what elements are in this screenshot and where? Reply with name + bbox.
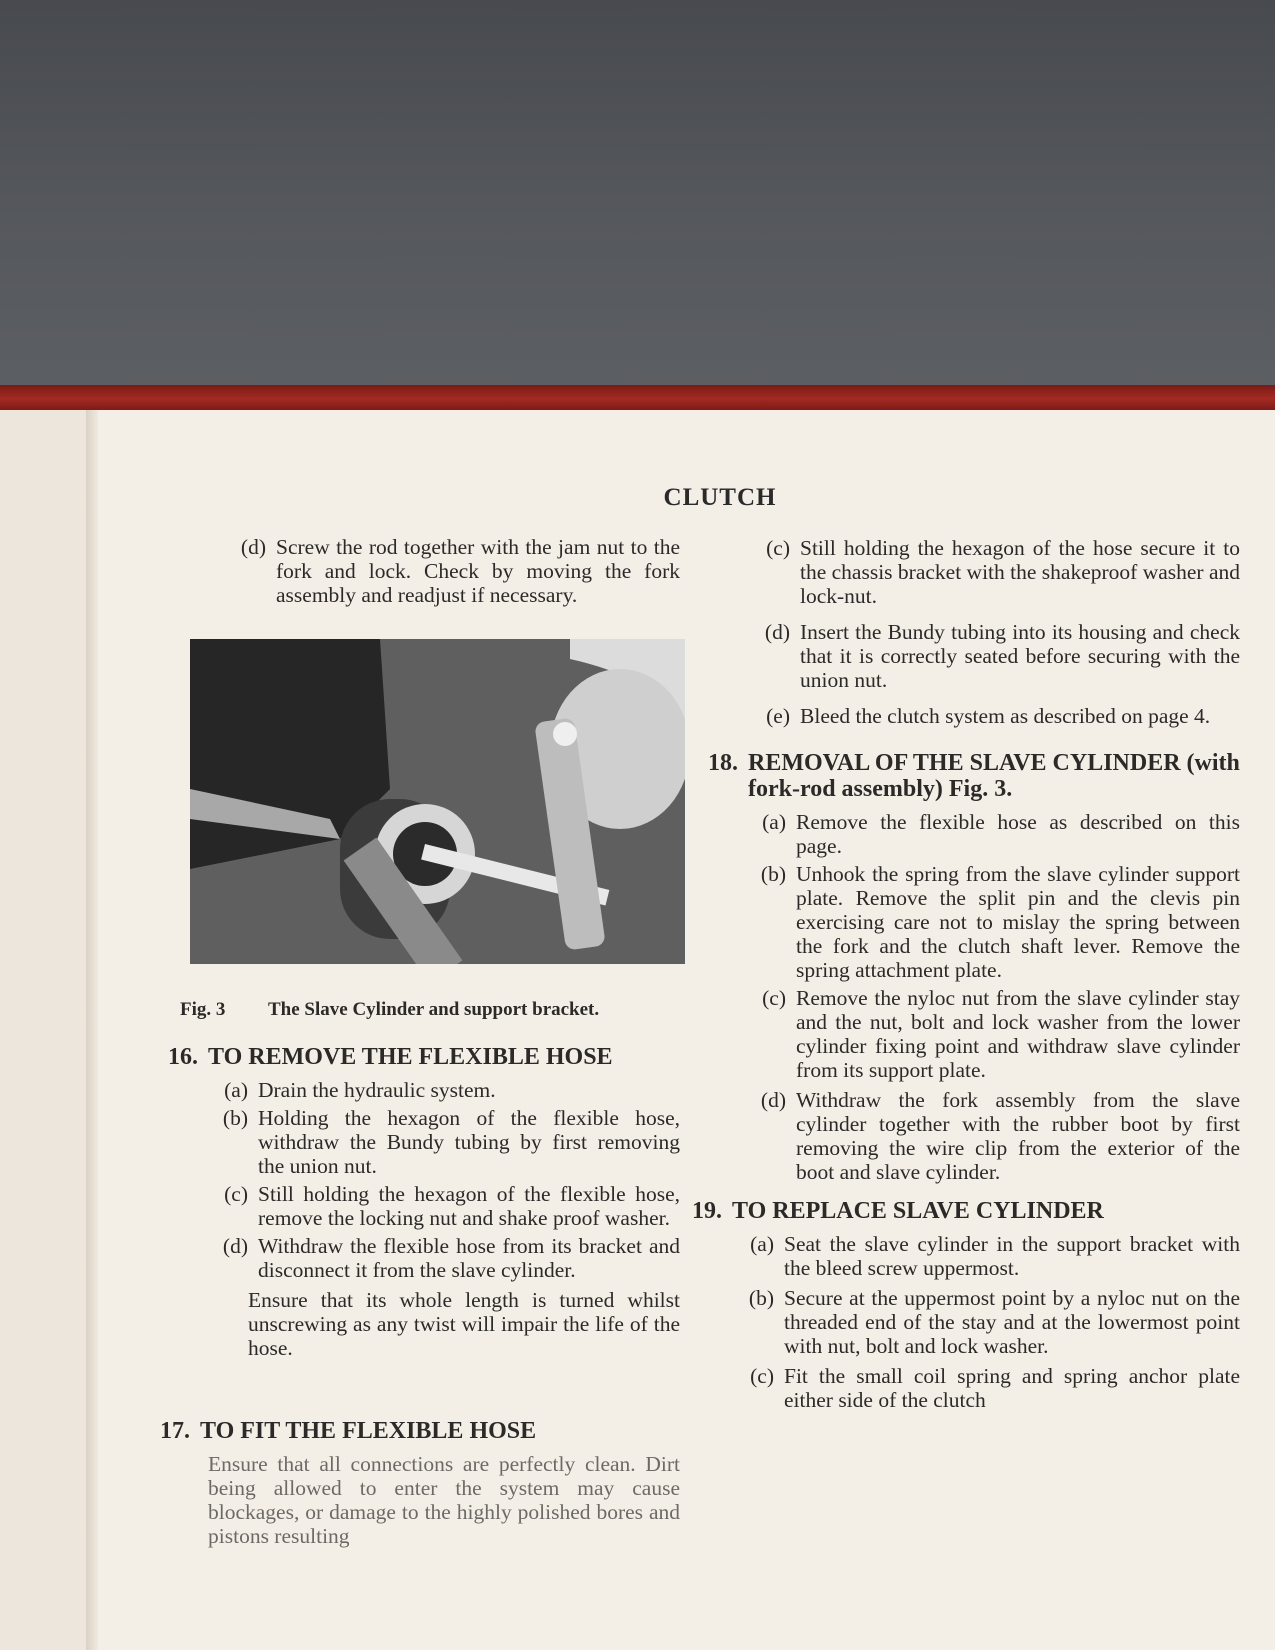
step-label: (d) <box>222 1234 248 1258</box>
step-text: Holding the hexagon of the flexible hose, withdraw the Bundy tubing by first removing the union nut. <box>258 1106 680 1178</box>
section-title <box>168 1044 680 1070</box>
step-item <box>168 1078 680 1102</box>
step-item <box>730 704 1240 728</box>
step-text: Withdraw the flexible hose from its bracket and disconnect it from the slave cylinder. <box>258 1234 680 1282</box>
step-text: Remove the nyloc nut from the slave cylinder stay and the nut, bolt and lock washer from the lower cylinder fixing point and withdraw slave cylinder from its support plate. <box>796 986 1240 1082</box>
page-header: CLUTCH <box>663 484 777 511</box>
step-label: (a) <box>224 1078 248 1102</box>
step-item <box>168 1234 680 1282</box>
step-label: (c) <box>766 536 790 560</box>
section-heading: TO REPLACE SLAVE CYLINDER <box>732 1198 1104 1224</box>
background-surface <box>0 0 1275 395</box>
step-label: (b) <box>748 1286 774 1310</box>
figure-number: Fig. 3 <box>180 999 226 1020</box>
section-18 <box>708 750 1240 1184</box>
section-note: Ensure that its whole length is turned whilst unscrewing as any twist will impair the life of the hose. <box>248 1288 680 1360</box>
section-number: 18. <box>708 750 738 776</box>
step-item <box>692 1286 1240 1358</box>
section-number: 17. <box>160 1418 190 1444</box>
section-heading: TO FIT THE FLEXIBLE HOSE <box>200 1418 537 1444</box>
step-text: Drain the hydraulic system. <box>258 1078 496 1102</box>
figure-caption-text: The Slave Cylinder and support bracket. <box>268 999 600 1020</box>
step-label: (b) <box>222 1106 248 1130</box>
section-heading: TO REMOVE THE FLEXIBLE HOSE <box>208 1044 613 1070</box>
step-label: (d) <box>764 620 790 644</box>
section-title <box>160 1418 680 1444</box>
right-column <box>692 536 1241 1424</box>
figure-photo <box>190 639 685 964</box>
step-label: (d) <box>760 1088 786 1112</box>
step-item <box>708 986 1240 1082</box>
step-text: Fit the small coil spring and spring anchor plate either side of the clutch <box>784 1364 1240 1412</box>
step-item <box>692 1232 1240 1280</box>
section-title <box>708 750 1240 802</box>
step-text: Secure at the uppermost point by a nyloc nut on the threaded end of the stay and at the lowermost point with nut, bolt and lock washer. <box>784 1286 1240 1358</box>
section-number: 16. <box>168 1044 198 1070</box>
section-text: Ensure that all connections are perfectly clean. Dirt being allowed to enter the system may cause blockages, or damage to the highly polished bores and pistons resulting <box>208 1452 680 1548</box>
step-text: Unhook the spring from the slave cylinder support plate. Remove the split pin and the clevis pin exercising care not to mislay the spring between the fork and the clutch shaft lever. Remove the spring attachment plate. <box>796 862 1240 982</box>
step-label: (e) <box>766 704 790 728</box>
step-text: Seat the slave cylinder in the support bracket with the bleed screw uppermost. <box>784 1232 1240 1280</box>
step-text: Bleed the clutch system as described on page 4. <box>800 704 1211 728</box>
facing-page-edge <box>0 410 86 1650</box>
left-column <box>160 535 680 1548</box>
step-item <box>168 1106 680 1178</box>
step-item <box>730 620 1240 692</box>
step-label: (b) <box>760 862 786 886</box>
section-title <box>692 1198 1240 1224</box>
step-label: (c) <box>750 1364 774 1388</box>
section-16 <box>168 1044 680 1360</box>
section-heading: REMOVAL OF THE SLAVE CYLINDER (with fork-rod assembly) Fig. 3. <box>748 750 1240 802</box>
step-item <box>708 1088 1240 1184</box>
slave-cylinder-photo <box>190 639 685 964</box>
step-label: (a) <box>750 1232 774 1256</box>
step-item <box>708 862 1240 982</box>
step-item <box>730 536 1240 608</box>
step-label: (c) <box>224 1182 248 1206</box>
section-17 <box>160 1418 680 1548</box>
step-item <box>168 1182 680 1230</box>
section-number: 19. <box>692 1198 722 1224</box>
step-text: Screw the rod together with the jam nut to the fork and lock. Check by moving the fork assembly and readjust if necessary. <box>276 535 680 607</box>
step-text: Still holding the hexagon of the flexible hose, remove the locking nut and shake proof washer. <box>258 1182 680 1230</box>
step-label: (d) <box>240 535 266 559</box>
figure-caption <box>180 998 680 1022</box>
step-item <box>220 535 680 607</box>
step-text: Insert the Bundy tubing into its housing and check that it is correctly seated before securing with the union nut. <box>800 620 1240 692</box>
step-item <box>708 810 1240 858</box>
step-text: Remove the flexible hose as described on this page. <box>796 810 1240 858</box>
step-item <box>692 1364 1240 1412</box>
step-label: (c) <box>762 986 786 1010</box>
page-gutter <box>86 410 98 1650</box>
step-text: Withdraw the fork assembly from the slave cylinder together with the rubber boot by first removing the wire clip from the exterior of the boot and slave cylinder. <box>796 1088 1240 1184</box>
step-text: Still holding the hexagon of the hose secure it to the chassis bracket with the shakeproof washer and lock-nut. <box>800 536 1241 608</box>
section-19 <box>692 1198 1240 1412</box>
step-label: (a) <box>762 810 786 834</box>
